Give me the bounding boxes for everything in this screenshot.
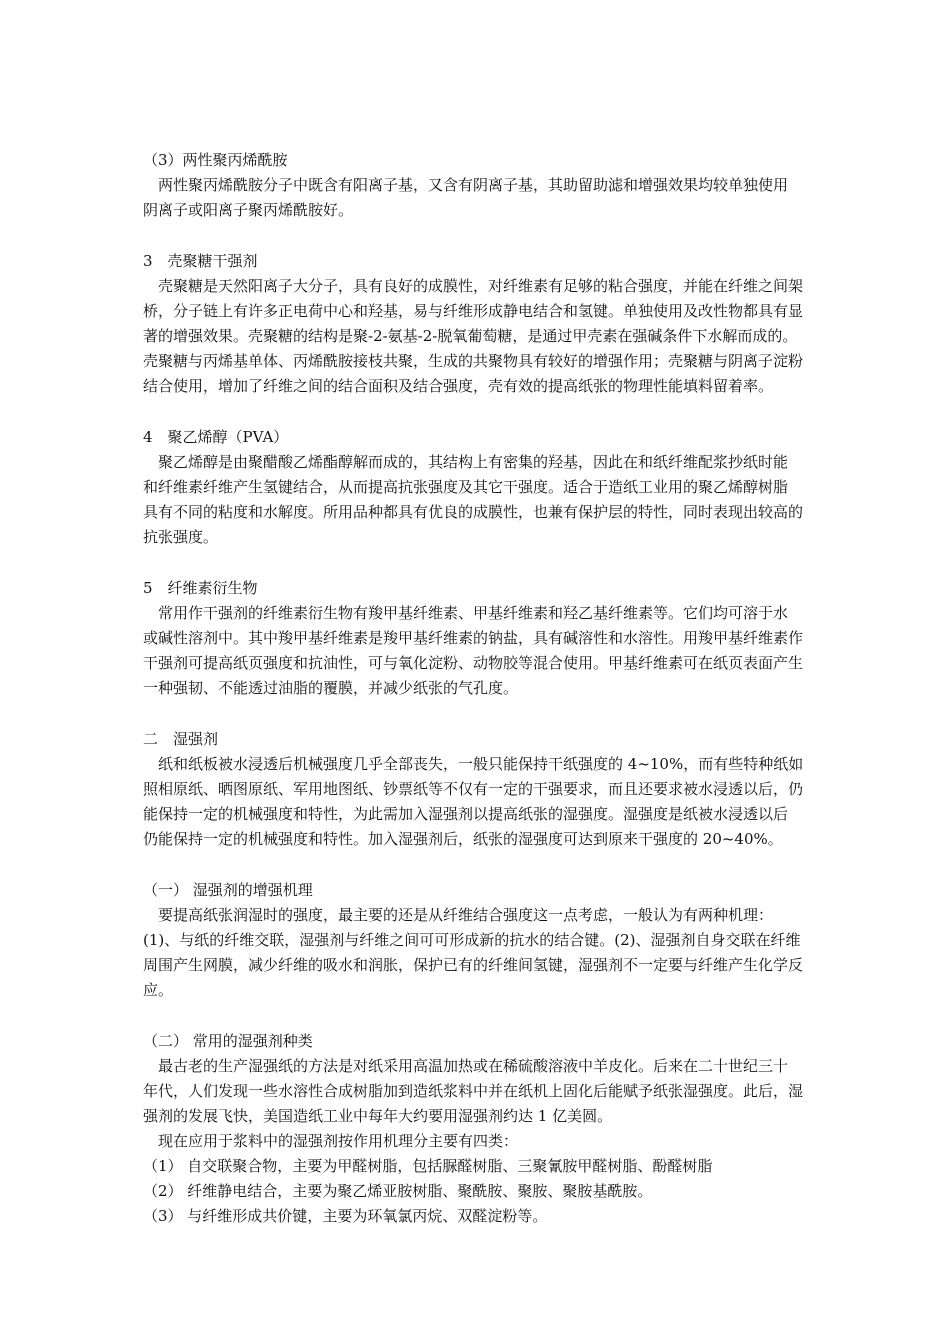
section-wet-strength-mechanism (143, 878, 865, 1003)
section-heading: 3 壳聚糖干强剂 (143, 252, 258, 270)
list-item: （1） 自交联聚合物，主要为甲醛树脂，包括脲醛树脂、三聚氰胺甲醛树脂、酚醛树脂 (143, 1157, 713, 1175)
paragraph-line: 阴离子或阳离子聚丙烯酰胺好。 (143, 201, 354, 219)
section-heading: （二） 常用的湿强剂种类 (143, 1032, 313, 1050)
paragraph-line: 常用作干强剂的纤维素衍生物有羧甲基纤维素、甲基纤维素和羟乙基纤维素等。它们均可溶于水 (143, 604, 789, 622)
paragraph-line: 要提高纸张润湿时的强度，最主要的还是从纤维结合强度这一点考虑，一般认为有两种机理： (143, 906, 774, 924)
section-spacer (143, 399, 865, 425)
paragraph-line: 两性聚丙烯酰胺分子中既含有阳离子基，又含有阴离子基，其助留助滤和增强效果均较单独使用 (143, 176, 789, 194)
section-cellulose-derivatives (143, 576, 865, 701)
paragraph-line: 一种强韧、不能透过油脂的覆膜，并减少纸张的气孔度。 (143, 679, 519, 697)
list-item: （2） 纤维静电结合，主要为聚乙烯亚胺树脂、聚酰胺、聚胺、聚胺基酰胺。 (143, 1182, 653, 1200)
paragraph-line: 壳聚糖与丙烯基单体、丙烯酰胺接枝共聚，生成的共聚物具有较好的增强作用；壳聚糖与阴离子淀粉 (143, 352, 804, 370)
section-wet-strength-types (143, 1029, 865, 1229)
list-item: （3） 与纤维形成共价键，主要为环氧氯丙烷、双醛淀粉等。 (143, 1207, 548, 1225)
section-wet-strength-agents (143, 727, 865, 852)
section-heading: （3）两性聚丙烯酰胺 (143, 151, 288, 169)
section-chitosan (143, 249, 865, 399)
paragraph-line: 著的增强效果。壳聚糖的结构是聚-2-氨基-2-脱氧葡萄糖，是通过甲壳素在强碱条件下水解而成的。 (143, 327, 798, 345)
paragraph-line: 应。 (143, 981, 174, 999)
section-spacer (143, 223, 865, 249)
section-heading: 二 湿强剂 (143, 730, 219, 748)
paragraph-line: 或碱性溶剂中。其中羧甲基纤维素是羧甲基纤维素的钠盐，具有碱溶性和水溶性。用羧甲基纤维素作 (143, 629, 804, 647)
paragraph-line: 强剂的发展飞快，美国造纸工业中每年大约要用湿强剂约达 1 亿美圆。 (143, 1107, 613, 1125)
section-heading: 5 纤维素衍生物 (143, 579, 258, 597)
paragraph-line: 具有不同的粘度和水解度。所用品种都具有优良的成膜性，也兼有保护层的特性，同时表现出较高的 (143, 503, 804, 521)
paragraph-line: 仍能保持一定的机械强度和特性。加入湿强剂后，纸张的湿强度可达到原来干强度的 20~40%。 (143, 830, 783, 848)
paragraph-line: 能保持一定的机械强度和特性，为此需加入湿强剂以提高纸张的湿强度。湿强度是纸被水浸透以后 (143, 805, 789, 823)
paragraph-line: 最古老的生产湿强纸的方法是对纸采用高温加热或在稀硫酸溶液中羊皮化。后来在二十世纪三十 (143, 1057, 789, 1075)
paragraph-line: (1)、与纸的纤维交联，湿强剂与纤维之间可可形成新的抗水的结合键。(2)、湿强剂自身交联在纤维 (143, 931, 801, 949)
paragraph-line: 照相原纸、晒图原纸、军用地图纸、钞票纸等不仅有一定的干强要求，而且还要求被水浸透以后，仍 (143, 780, 804, 798)
section-spacer (143, 852, 865, 878)
paragraph-line: 干强剂可提高纸页强度和抗油性，可与氧化淀粉、动物胶等混合使用。甲基纤维素可在纸页表面产生 (143, 654, 804, 672)
paragraph-line: 桥，分子链上有许多正电荷中心和羟基，易与纤维形成静电结合和氢键。单独使用及改性物都具有显 (143, 302, 804, 320)
section-spacer (143, 1003, 865, 1029)
section-pva (143, 425, 865, 550)
paragraph-line: 纸和纸板被水浸透后机械强度几乎全部丧失，一般只能保持干纸强度的 4~10%，而有些特种纸如 (143, 755, 804, 773)
paragraph-line: 周围产生网膜，减少纤维的吸水和润胀，保护已有的纤维间氢键，湿强剂不一定要与纤维产生化学反 (143, 956, 804, 974)
paragraph-line: 结合使用，增加了纤维之间的结合面积及结合强度，壳有效的提高纸张的物理性能填料留着率。 (143, 377, 774, 395)
paragraph-line: 现在应用于浆料中的湿强剂按作用机理分主要有四类： (143, 1132, 519, 1150)
document-body (143, 148, 865, 1229)
section-amphoteric-pam (143, 148, 865, 223)
section-spacer (143, 550, 865, 576)
section-heading: （一） 湿强剂的增强机理 (143, 881, 313, 899)
paragraph-line: 壳聚糖是天然阳离子大分子，具有良好的成膜性，对纤维素有足够的粘合强度，并能在纤维之间架 (143, 277, 804, 295)
section-heading: 4 聚乙烯醇（PVA） (143, 428, 289, 446)
paragraph-line: 聚乙烯醇是由聚醋酸乙烯酯醇解而成的，其结构上有密集的羟基，因此在和纸纤维配浆抄纸时能 (143, 453, 789, 471)
section-spacer (143, 701, 865, 727)
paragraph-line: 抗张强度。 (143, 528, 219, 546)
paragraph-line: 年代，人们发现一些水溶性合成树脂加到造纸浆料中并在纸机上固化后能赋予纸张湿强度。此后，湿 (143, 1082, 804, 1100)
paragraph-line: 和纤维素纤维产生氢键结合，从而提高抗张强度及其它干强度。适合于造纸工业用的聚乙烯醇树脂 (143, 478, 789, 496)
